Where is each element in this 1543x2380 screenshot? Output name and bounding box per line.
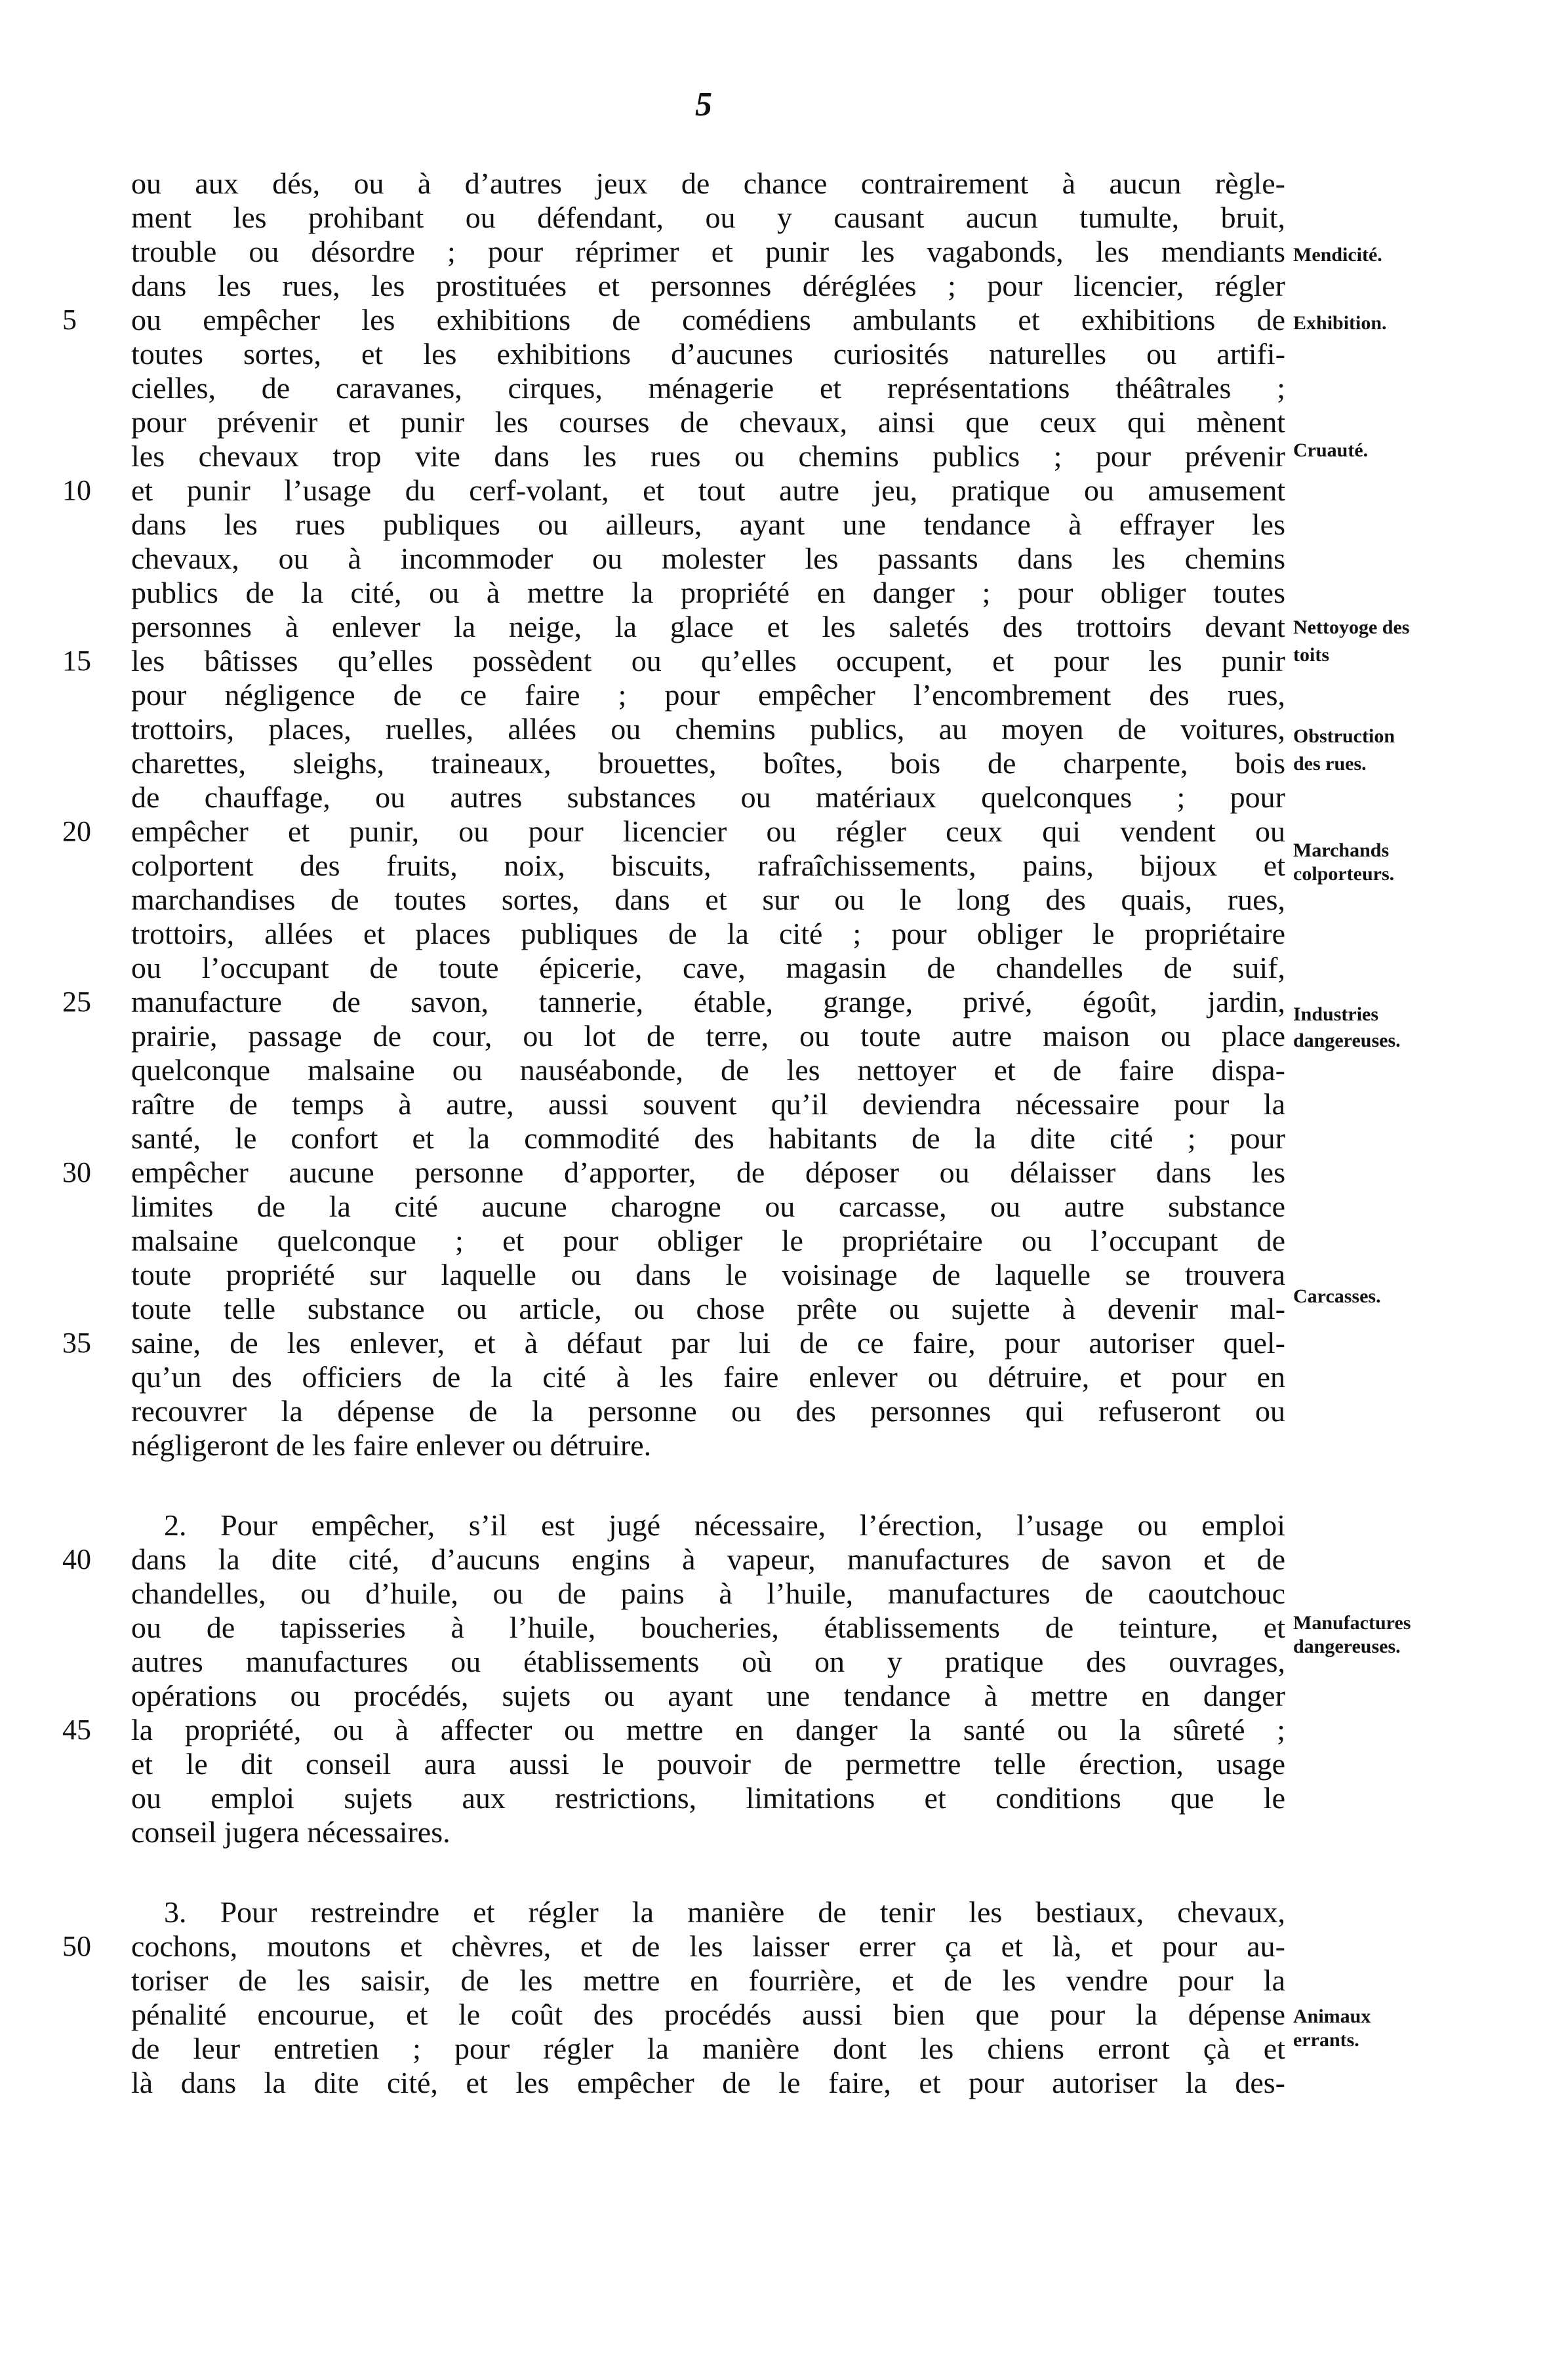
- text-line: ou aux dés, ou à d’autres jeux de chance contrairement à aucun règle-: [131, 167, 1285, 200]
- line-number: 25: [62, 986, 91, 1018]
- margin-note: Marchands: [1293, 839, 1390, 861]
- text-line: prairie, passage de cour, ou lot de terre, ou toute autre maison ou place: [131, 1019, 1285, 1053]
- text-line: pour prévenir et punir les courses de chevaux, ainsi que ceux qui mènent: [131, 405, 1285, 439]
- text-line: les bâtisses qu’elles possèdent ou qu’elles occupent, et pour les punir: [131, 644, 1285, 677]
- margin-note: Carcasses.: [1293, 1285, 1381, 1307]
- text-line: empêcher aucune personne d’apporter, de déposer ou délaisser dans les: [131, 1156, 1285, 1189]
- text-line: dans les rues, les prostituées et personnes déréglées ; pour licencier, régler: [131, 269, 1285, 302]
- margin-note: Manufactures: [1293, 1612, 1411, 1634]
- text-line: 2. Pour empêcher, s’il est jugé nécessaire, l’érection, l’usage ou emploi: [164, 1508, 1285, 1542]
- text-line: trottoirs, places, ruelles, allées ou chemins publics, au moyen de voitures,: [131, 712, 1285, 746]
- text-line: 3. Pour restreindre et régler la manière de tenir les bestiaux, chevaux,: [164, 1895, 1285, 1929]
- text-line: charettes, sleighs, traineaux, brouettes, boîtes, bois de charpente, bois: [131, 746, 1285, 780]
- text-line: trouble ou désordre ; pour réprimer et punir les vagabonds, les mendiants: [131, 235, 1285, 268]
- text-line: là dans la dite cité, et les empêcher de le faire, et pour autoriser la des-: [131, 2066, 1285, 2099]
- text-line: toutes sortes, et les exhibitions d’aucunes curiosités naturelles ou artifi-: [131, 337, 1285, 371]
- text-line: manufacture de savon, tannerie, étable, grange, privé, égoût, jardin,: [131, 985, 1285, 1019]
- text-line: pour négligence de ce faire ; pour empêcher l’encombrement des rues,: [131, 678, 1285, 712]
- text-line: chandelles, ou d’huile, ou de pains à l’huile, manufactures de caoutchouc: [131, 1577, 1285, 1610]
- text-line: personnes à enlever la neige, la glace et les saletés des trottoirs devant: [131, 610, 1285, 643]
- text-line: dans les rues publiques ou ailleurs, ayant une tendance à effrayer les: [131, 508, 1285, 541]
- margin-note: Cruauté.: [1293, 439, 1369, 461]
- text-line: autres manufactures ou établissements où on y pratique des ouvrages,: [131, 1645, 1285, 1678]
- margin-note: toits: [1293, 644, 1329, 666]
- text-line: raître de temps à autre, aussi souvent qu’il deviendra nécessaire pour la: [131, 1087, 1285, 1121]
- text-line: cochons, moutons et chèvres, et de les laisser errer ça et là, et pour au-: [131, 1929, 1285, 1963]
- line-number: 15: [62, 645, 91, 677]
- text-line: cielles, de caravanes, cirques, ménagerie et représentations théâtrales ;: [131, 371, 1285, 405]
- text-line: malsaine quelconque ; et pour obliger le propriétaire ou l’occupant de: [131, 1224, 1285, 1257]
- text-line: toriser de les saisir, de les mettre en fourrière, et de les vendre pour la: [131, 1964, 1285, 1997]
- text-line: ou de tapisseries à l’huile, boucheries, établissements de teinture, et: [131, 1611, 1285, 1644]
- text-line: toute propriété sur laquelle ou dans le voisinage de laquelle se trouvera: [131, 1258, 1285, 1291]
- text-line: dans la dite cité, d’aucuns engins à vapeur, manufactures de savon et de: [131, 1543, 1285, 1576]
- text-line: pénalité encourue, et le coût des procédés aussi bien que pour la dépense: [131, 1998, 1285, 2031]
- margin-note: Animaux: [1293, 2006, 1371, 2027]
- text-line: quelconque malsaine ou nauséabonde, de les nettoyer et de faire dispa-: [131, 1053, 1285, 1087]
- margin-note: des rues.: [1293, 753, 1367, 775]
- text-line: qu’un des officiers de la cité à les faire enlever ou détruire, et pour en: [131, 1360, 1285, 1394]
- margin-note: Obstruction: [1293, 725, 1395, 747]
- text-line: ou l’occupant de toute épicerie, cave, magasin de chandelles de suif,: [131, 951, 1285, 984]
- margin-note: Mendicité.: [1293, 244, 1382, 266]
- line-number: 40: [62, 1543, 91, 1575]
- text-line: ou empêcher les exhibitions de comédiens ambulants et exhibitions de: [131, 303, 1285, 336]
- line-number: 5: [62, 304, 77, 336]
- margin-note: dangereuses.: [1293, 1636, 1401, 1657]
- margin-note: Exhibition.: [1293, 312, 1387, 334]
- text-line: publics de la cité, ou à mettre la propriété en danger ; pour obliger toutes: [131, 576, 1285, 609]
- text-line: empêcher et punir, ou pour licencier ou régler ceux qui vendent ou: [131, 815, 1285, 848]
- text-line: ment les prohibant ou défendant, ou y causant aucun tumulte, bruit,: [131, 201, 1285, 234]
- text-line: marchandises de toutes sortes, dans et sur ou le long des quais, rues,: [131, 883, 1285, 916]
- text-line: et le dit conseil aura aussi le pouvoir de permettre telle érection, usage: [131, 1747, 1285, 1781]
- line-number: 50: [62, 1930, 91, 1962]
- text-line: de leur entretien ; pour régler la manière dont les chiens erront çà et: [131, 2032, 1285, 2065]
- text-line: trottoirs, allées et places publiques de la cité ; pour obliger le propriétaire: [131, 917, 1285, 950]
- margin-note: Nettoyoge des: [1293, 616, 1410, 638]
- margin-note: Industries: [1293, 1003, 1379, 1025]
- text-line: colportent des fruits, noix, biscuits, rafraîchissements, pains, bijoux et: [131, 849, 1285, 882]
- line-number: 30: [62, 1156, 91, 1188]
- page-number: 5: [695, 86, 712, 123]
- text-line: les chevaux trop vite dans les rues ou chemins publics ; pour prévenir: [131, 439, 1285, 473]
- line-number: 20: [62, 815, 91, 847]
- text-line: la propriété, ou à affecter ou mettre en danger la santé ou la sûreté ;: [131, 1713, 1285, 1746]
- line-number: 45: [62, 1714, 91, 1746]
- line-number: 10: [62, 474, 91, 506]
- text-line: opérations ou procédés, sujets ou ayant une tendance à mettre en danger: [131, 1679, 1285, 1712]
- margin-note: dangereuses.: [1293, 1030, 1401, 1051]
- text-line: chevaux, ou à incommoder ou molester les passants dans les chemins: [131, 542, 1285, 575]
- text-line: et punir l’usage du cerf-volant, et tout autre jeu, pratique ou amusement: [131, 474, 1285, 507]
- text-line: ou emploi sujets aux restrictions, limitations et conditions que le: [131, 1781, 1285, 1815]
- text-line: santé, le confort et la commodité des habitants de la dite cité ; pour: [131, 1121, 1285, 1155]
- text-line: négligeront de les faire enlever ou détruire.: [131, 1428, 652, 1462]
- margin-note: colporteurs.: [1293, 863, 1395, 885]
- text-line: toute telle substance ou article, ou chose prête ou sujette à devenir mal-: [131, 1292, 1285, 1325]
- text-line: recouvrer la dépense de la personne ou des personnes qui refuseront ou: [131, 1394, 1285, 1428]
- line-number: 35: [62, 1327, 91, 1359]
- text-line: de chauffage, ou autres substances ou matériaux quelconques ; pour: [131, 780, 1285, 814]
- text-line: saine, de les enlever, et à défaut par lui de ce faire, pour autoriser quel-: [131, 1326, 1285, 1360]
- margin-note: errants.: [1293, 2029, 1359, 2051]
- text-line: conseil jugera nécessaires.: [131, 1815, 451, 1849]
- text-line: limites de la cité aucune charogne ou carcasse, ou autre substance: [131, 1190, 1285, 1223]
